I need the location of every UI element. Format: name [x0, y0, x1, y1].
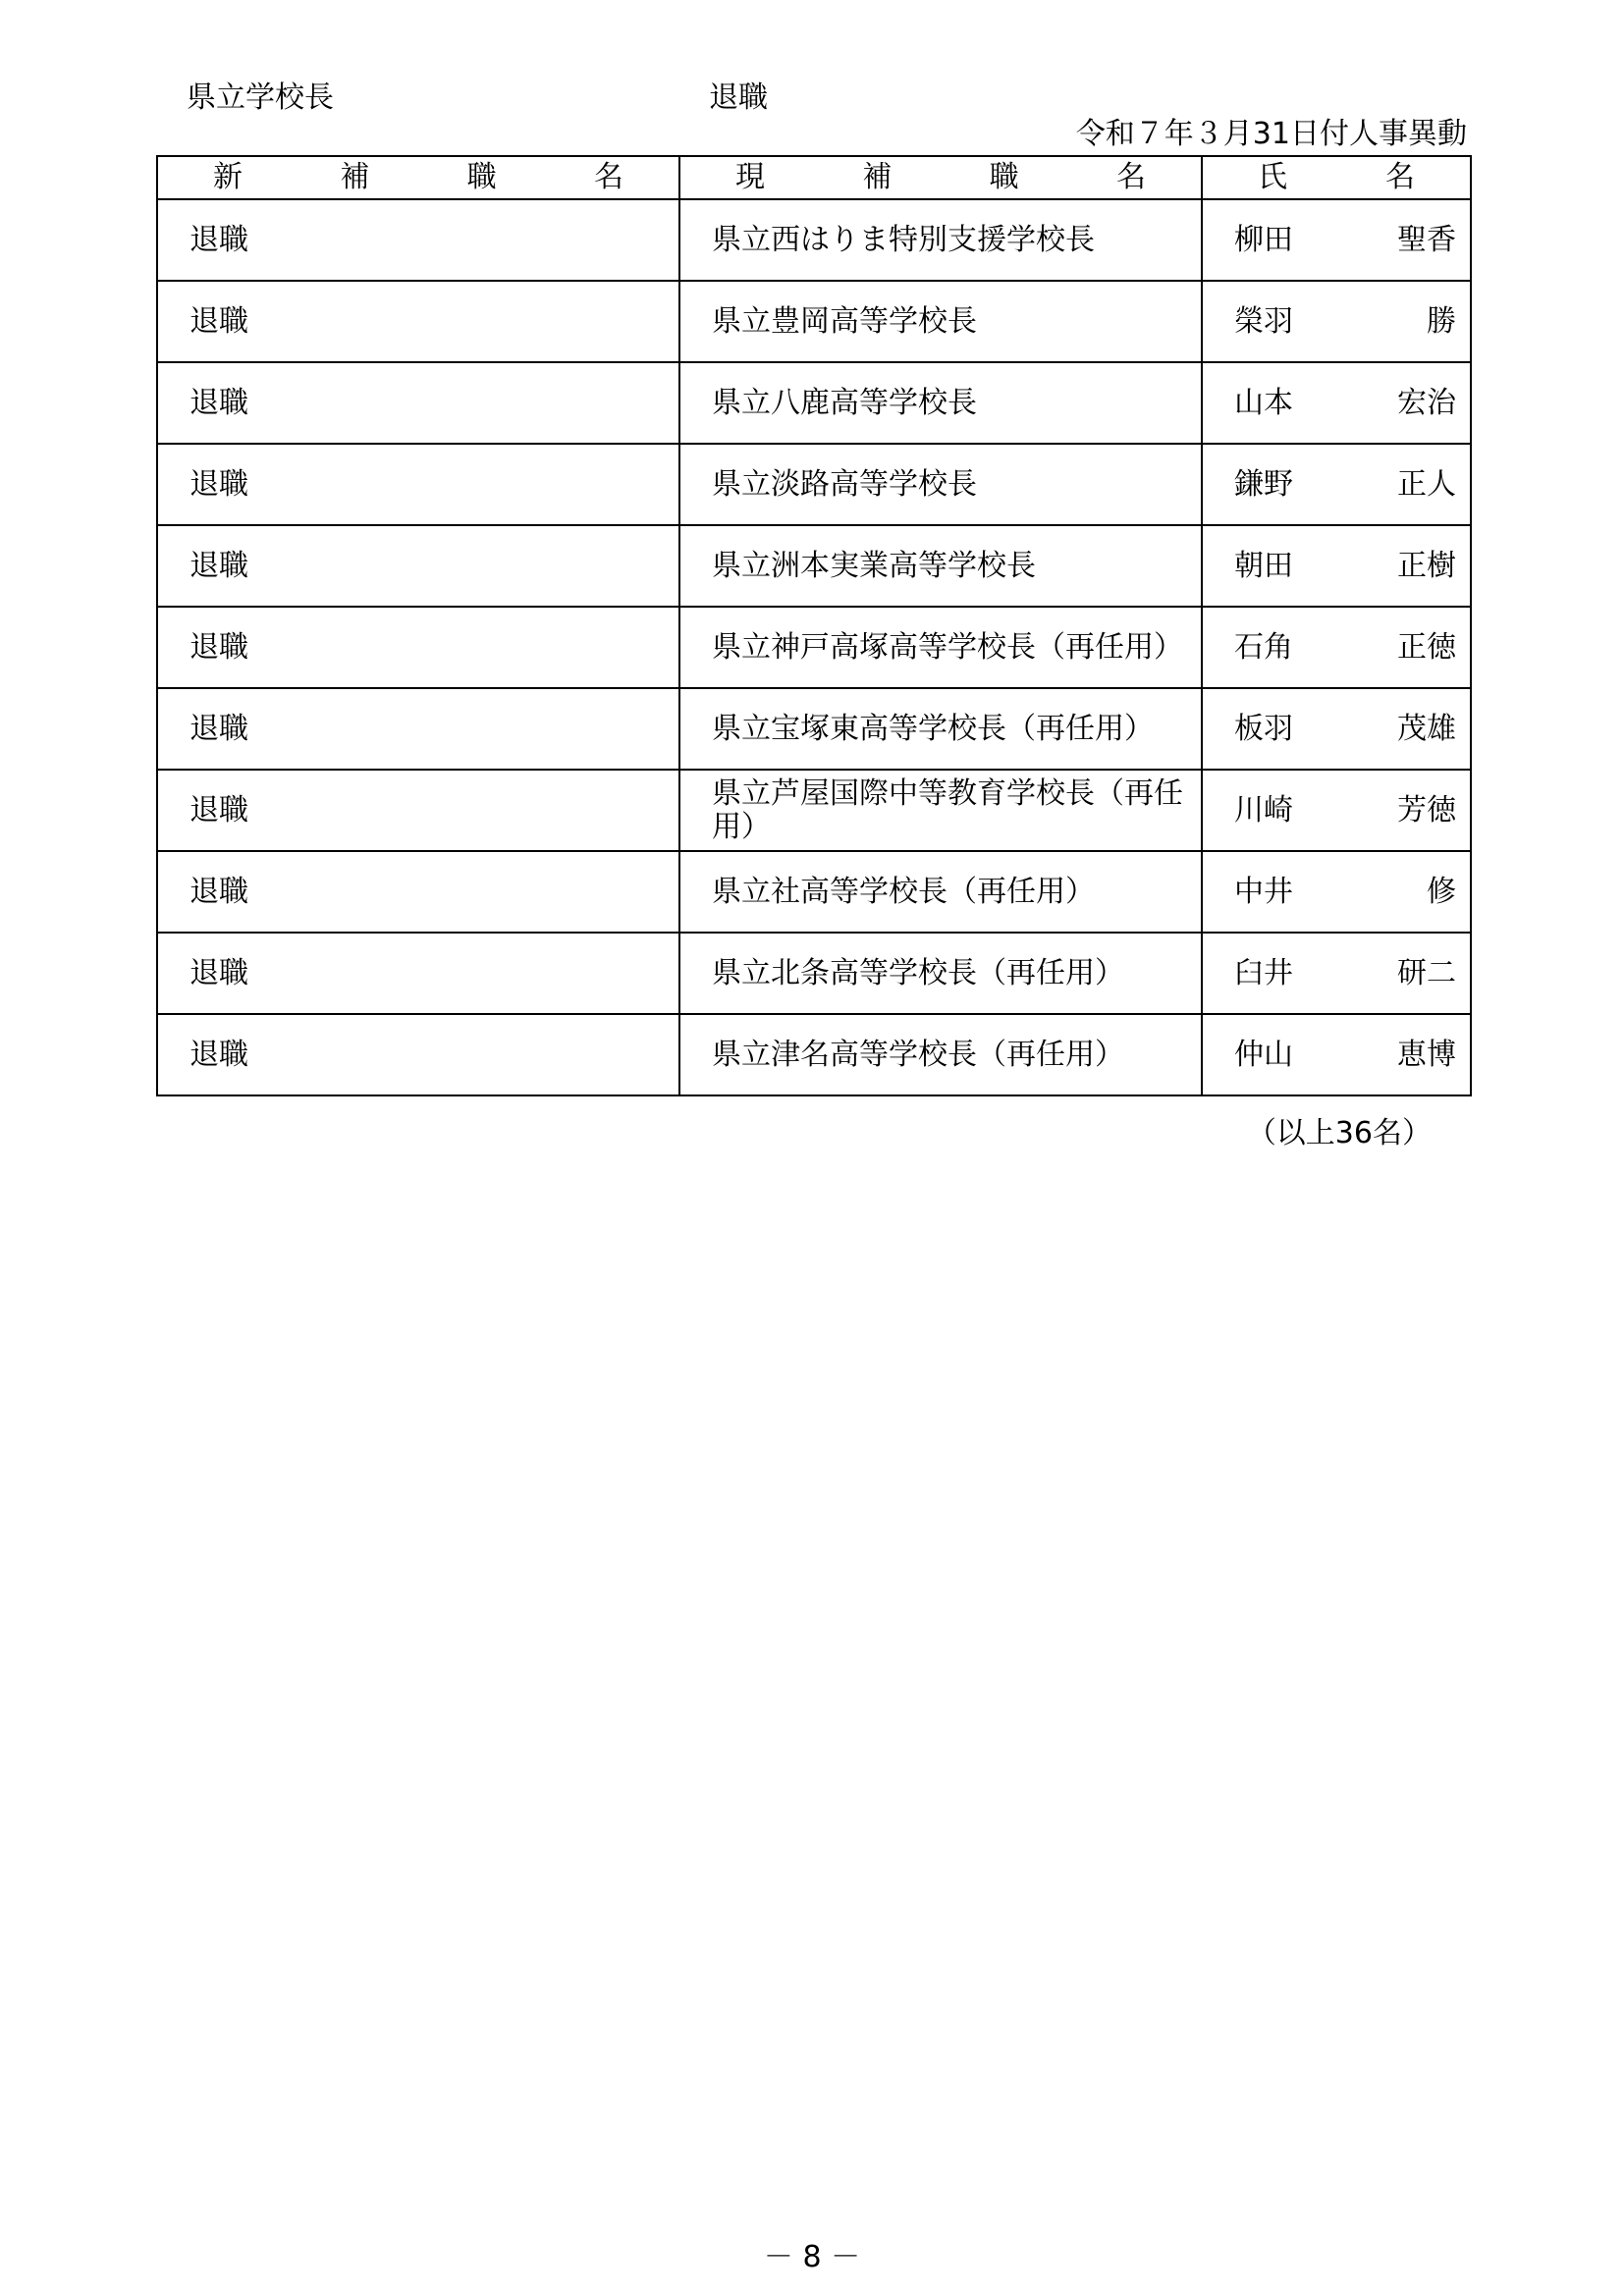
table-row	[157, 1014, 1471, 1095]
surname: 柳田	[1234, 222, 1293, 257]
header-char: 現	[735, 160, 765, 194]
header-new-position	[157, 156, 679, 199]
table-row	[157, 199, 1471, 281]
new-position-cell: 退職	[157, 525, 679, 607]
surname: 板羽	[1234, 711, 1293, 746]
surname: 石角	[1234, 629, 1293, 665]
current-position-cell: 県立豊岡高等学校長	[679, 281, 1202, 362]
page-number: － 8 －	[763, 2240, 861, 2274]
new-position-cell: 退職	[157, 607, 679, 688]
person-name-cell	[1202, 1014, 1471, 1095]
given-name: 茂雄	[1397, 711, 1456, 746]
header-char: 氏	[1258, 160, 1287, 194]
current-position-cell: 県立洲本実業高等学校長	[679, 525, 1202, 607]
new-position-cell: 退職	[157, 688, 679, 770]
header-name	[1202, 156, 1471, 199]
surname: 山本	[1234, 385, 1293, 420]
table-row	[157, 362, 1471, 444]
surname: 鎌野	[1234, 466, 1293, 502]
current-position-cell: 県立八鹿高等学校長	[679, 362, 1202, 444]
header-char: 職	[466, 160, 497, 194]
current-position-cell: 県立北条高等学校長（再任用）	[679, 933, 1202, 1014]
given-name: 宏治	[1397, 385, 1456, 420]
transfer-type-heading: 退職	[709, 80, 768, 115]
new-position-cell: 退職	[157, 362, 679, 444]
table-row	[157, 933, 1471, 1014]
person-name-cell	[1202, 770, 1471, 851]
current-position-cell: 県立社高等学校長（再任用）	[679, 851, 1202, 933]
table-row	[157, 281, 1471, 362]
current-position-cell: 県立芦屋国際中等教育学校長（再任用）	[679, 770, 1202, 851]
table-row	[157, 444, 1471, 525]
new-position-cell: 退職	[157, 281, 679, 362]
person-name-cell	[1202, 851, 1471, 933]
header-char: 名	[593, 160, 623, 194]
table-row	[157, 851, 1471, 933]
table-row	[157, 525, 1471, 607]
person-name-cell	[1202, 362, 1471, 444]
header-current-position	[679, 156, 1202, 199]
header-char: 新	[213, 160, 243, 194]
table-header-row	[157, 156, 1471, 199]
given-name: 研二	[1397, 955, 1456, 990]
current-position-cell: 県立宝塚東高等学校長（再任用）	[679, 688, 1202, 770]
person-name-cell	[1202, 688, 1471, 770]
person-name-cell	[1202, 933, 1471, 1014]
person-name-cell	[1202, 525, 1471, 607]
current-position-cell: 県立津名高等学校長（再任用）	[679, 1014, 1202, 1095]
new-position-cell: 退職	[157, 1014, 679, 1095]
new-position-cell: 退職	[157, 199, 679, 281]
given-name: 正人	[1397, 466, 1456, 502]
person-name-cell	[1202, 281, 1471, 362]
new-position-cell: 退職	[157, 770, 679, 851]
given-name: 勝	[1427, 303, 1456, 339]
current-position-cell: 県立西はりま特別支援学校長	[679, 199, 1202, 281]
header-char: 名	[1385, 160, 1415, 194]
new-position-cell: 退職	[157, 933, 679, 1014]
current-position-cell: 県立淡路高等学校長	[679, 444, 1202, 525]
current-position-cell: 県立神戸高塚高等学校長（再任用）	[679, 607, 1202, 688]
person-name-cell	[1202, 444, 1471, 525]
surname: 榮羽	[1234, 303, 1293, 339]
given-name: 修	[1427, 874, 1456, 909]
given-name: 恵博	[1397, 1037, 1456, 1072]
surname: 仲山	[1234, 1037, 1293, 1072]
given-name: 聖香	[1397, 222, 1456, 257]
total-count-note: （以上36名）	[1246, 1116, 1432, 1150]
effective-date-heading: 令和７年３月31日付人事異動	[1075, 117, 1467, 151]
table-row	[157, 770, 1471, 851]
given-name: 正徳	[1397, 629, 1456, 665]
surname: 臼井	[1234, 955, 1293, 990]
personnel-table	[156, 155, 1472, 1096]
surname: 川崎	[1234, 792, 1293, 828]
table-row	[157, 688, 1471, 770]
surname: 朝田	[1234, 548, 1293, 583]
new-position-cell: 退職	[157, 851, 679, 933]
table-row	[157, 607, 1471, 688]
new-position-cell: 退職	[157, 444, 679, 525]
person-name-cell	[1202, 199, 1471, 281]
person-name-cell	[1202, 607, 1471, 688]
given-name: 芳徳	[1397, 792, 1456, 828]
given-name: 正樹	[1397, 548, 1456, 583]
header-char: 補	[340, 160, 370, 194]
header-char: 職	[989, 160, 1019, 194]
header-char: 補	[862, 160, 893, 194]
surname: 中井	[1234, 874, 1293, 909]
header-char: 名	[1115, 160, 1146, 194]
position-category-heading: 県立学校長	[187, 80, 334, 115]
